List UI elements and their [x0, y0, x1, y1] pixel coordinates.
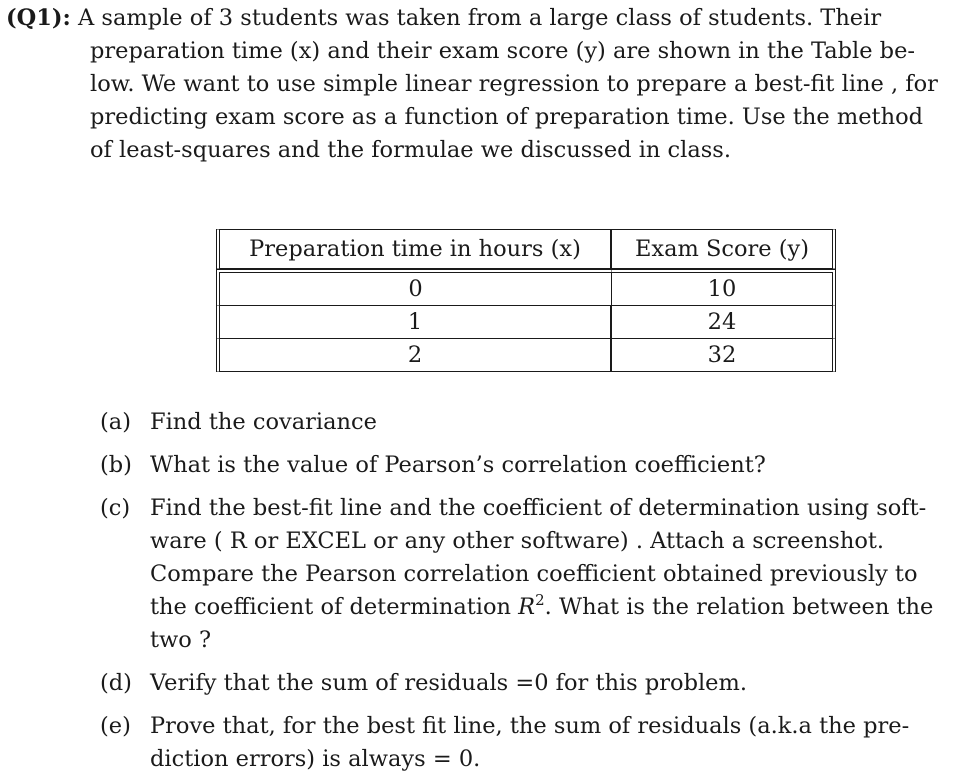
part-text: the coefficient of determination [150, 594, 512, 620]
question-parts [100, 406, 966, 776]
r-symbol: R [518, 594, 536, 620]
table-cell-y: 24 [611, 305, 836, 338]
part-text: Find the best-fit line and the coefficient of determination using soft- [150, 495, 927, 521]
part-text: two ? [150, 627, 212, 653]
part-text: What is the value of Pearson’s correlation coefficient? [150, 452, 766, 478]
table-header-y: Exam Score (y) [611, 229, 836, 269]
intro-line-3: low. We want to use simple linear regression to prepare a best-fit line , for [90, 71, 938, 97]
intro-line-1 [6, 2, 964, 35]
part-text: Compare the Pearson correlation coefficient obtained previously to [150, 561, 918, 587]
part-text: . What is the relation between the [544, 594, 934, 620]
part-text: ware ( R or EXCEL or any other software) . Attach a screenshot. [150, 528, 885, 554]
table-header-row [216, 229, 836, 269]
part-b [100, 449, 966, 482]
intro-line-5: of least-squares and the formulae we discussed in class. [90, 137, 731, 163]
part-d [100, 667, 966, 700]
table-cell-y: 10 [611, 269, 836, 305]
part-text: Find the covariance [150, 409, 377, 435]
part-label: (c) [100, 495, 131, 521]
part-text-with-math [150, 591, 966, 624]
data-table [216, 229, 836, 372]
part-a [100, 406, 966, 439]
table-row [216, 338, 836, 372]
part-text: Verify that the sum of residuals =0 for this problem. [150, 670, 747, 696]
intro-line-4: predicting exam score as a function of preparation time. Use the method [90, 104, 924, 130]
table-cell-x: 1 [216, 305, 611, 338]
question-intro [6, 2, 964, 167]
r-exponent: 2 [535, 591, 545, 609]
part-c [100, 492, 966, 657]
table-cell-x: 2 [216, 338, 611, 372]
table-cell-x: 0 [216, 269, 611, 305]
part-label: (a) [100, 409, 131, 435]
part-e [100, 710, 966, 776]
part-text: Prove that, for the best fit line, the sum of residuals (a.k.a the pre- [150, 713, 910, 739]
intro-line-2: preparation time (x) and their exam score (y) are shown in the Table be- [90, 38, 916, 64]
table-row [216, 305, 836, 338]
part-text: diction errors) is always = 0. [150, 746, 481, 772]
table-header-x: Preparation time in hours (x) [216, 229, 611, 269]
part-label: (d) [100, 670, 132, 696]
data-table-wrapper [216, 229, 836, 372]
table-row [216, 269, 836, 305]
part-label: (b) [100, 452, 132, 478]
intro-text-1: A sample of 3 students was taken from a large class of students. Their [78, 5, 882, 31]
table-cell-y: 32 [611, 338, 836, 372]
question-label: (Q1): [6, 5, 71, 31]
part-label: (e) [100, 713, 131, 739]
